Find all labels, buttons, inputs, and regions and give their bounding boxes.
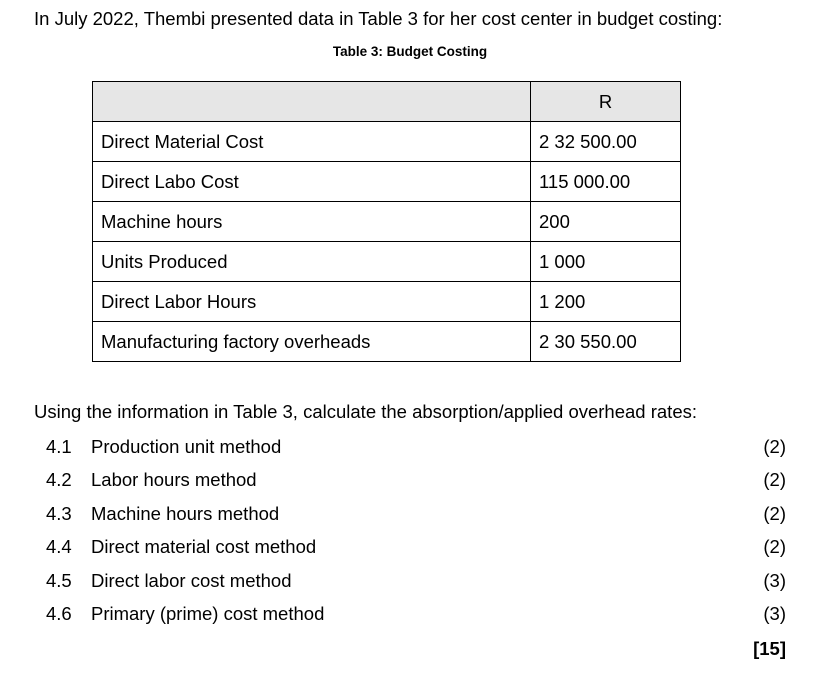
header-currency-cell: R <box>531 82 681 122</box>
row-label-units-produced: Units Produced <box>93 242 531 282</box>
sub-question-text: Primary (prime) cost method <box>91 602 325 624</box>
sub-question-number: 4.3 <box>46 502 72 524</box>
question-prompt: Using the information in Table 3, calculate the absorption/applied overhead rates: <box>34 401 697 422</box>
table-header-row <box>93 82 681 122</box>
row-value-units-produced: 1 000 <box>531 242 681 282</box>
sub-question-4-6 <box>46 603 786 636</box>
sub-question-marks: (2) <box>763 502 786 524</box>
table-row <box>93 122 681 162</box>
row-label-direct-material-cost: Direct Material Cost <box>93 122 531 162</box>
row-value-direct-material-cost: 2 32 500.00 <box>531 122 681 162</box>
row-value-machine-hours: 200 <box>531 202 681 242</box>
sub-question-marks: (3) <box>763 569 786 591</box>
sub-question-text: Production unit method <box>91 436 282 457</box>
sub-question-4-1 <box>46 436 786 469</box>
sub-question-text: Direct material cost method <box>91 536 317 558</box>
table-row <box>93 202 681 242</box>
row-value-manufacturing-overheads: 2 30 550.00 <box>531 322 681 362</box>
table-caption: Table 3: Budget Costing <box>332 44 488 59</box>
sub-question-list <box>46 436 786 636</box>
budget-costing-table <box>92 81 681 362</box>
row-label-direct-labo-cost: Direct Labo Cost <box>93 162 531 202</box>
sub-question-marks: (2) <box>763 469 786 491</box>
sub-question-number: 4.5 <box>46 569 72 591</box>
sub-question-4-3 <box>46 503 786 536</box>
sub-question-number: 4.1 <box>46 436 72 457</box>
header-item-cell <box>93 82 531 122</box>
sub-question-text: Labor hours method <box>91 469 257 491</box>
table-row <box>93 162 681 202</box>
sub-question-number: 4.2 <box>46 469 72 491</box>
row-value-direct-labo-cost: 115 000.00 <box>531 162 681 202</box>
sub-question-number: 4.6 <box>46 602 72 624</box>
row-value-direct-labor-hours: 1 200 <box>531 282 681 322</box>
row-label-manufacturing-overheads: Manufacturing factory overheads <box>93 322 531 362</box>
row-label-direct-labor-hours: Direct Labor Hours <box>93 282 531 322</box>
sub-question-marks: (2) <box>763 436 786 457</box>
sub-question-text: Direct labor cost method <box>91 569 292 591</box>
sub-question-4-4 <box>46 536 786 569</box>
intro-paragraph: In July 2022, Thembi presented data in Table 3 for her cost center in budget costing: <box>34 8 723 29</box>
row-label-machine-hours: Machine hours <box>93 202 531 242</box>
table-row <box>93 282 681 322</box>
sub-question-4-5 <box>46 570 786 603</box>
sub-question-text: Machine hours method <box>91 502 280 524</box>
table-row <box>93 242 681 282</box>
sub-question-number: 4.4 <box>46 536 72 558</box>
sub-question-marks: (3) <box>763 602 786 624</box>
table-row <box>93 322 681 362</box>
total-marks: [15] <box>753 638 786 659</box>
sub-question-4-2 <box>46 469 786 502</box>
sub-question-marks: (2) <box>763 536 786 558</box>
